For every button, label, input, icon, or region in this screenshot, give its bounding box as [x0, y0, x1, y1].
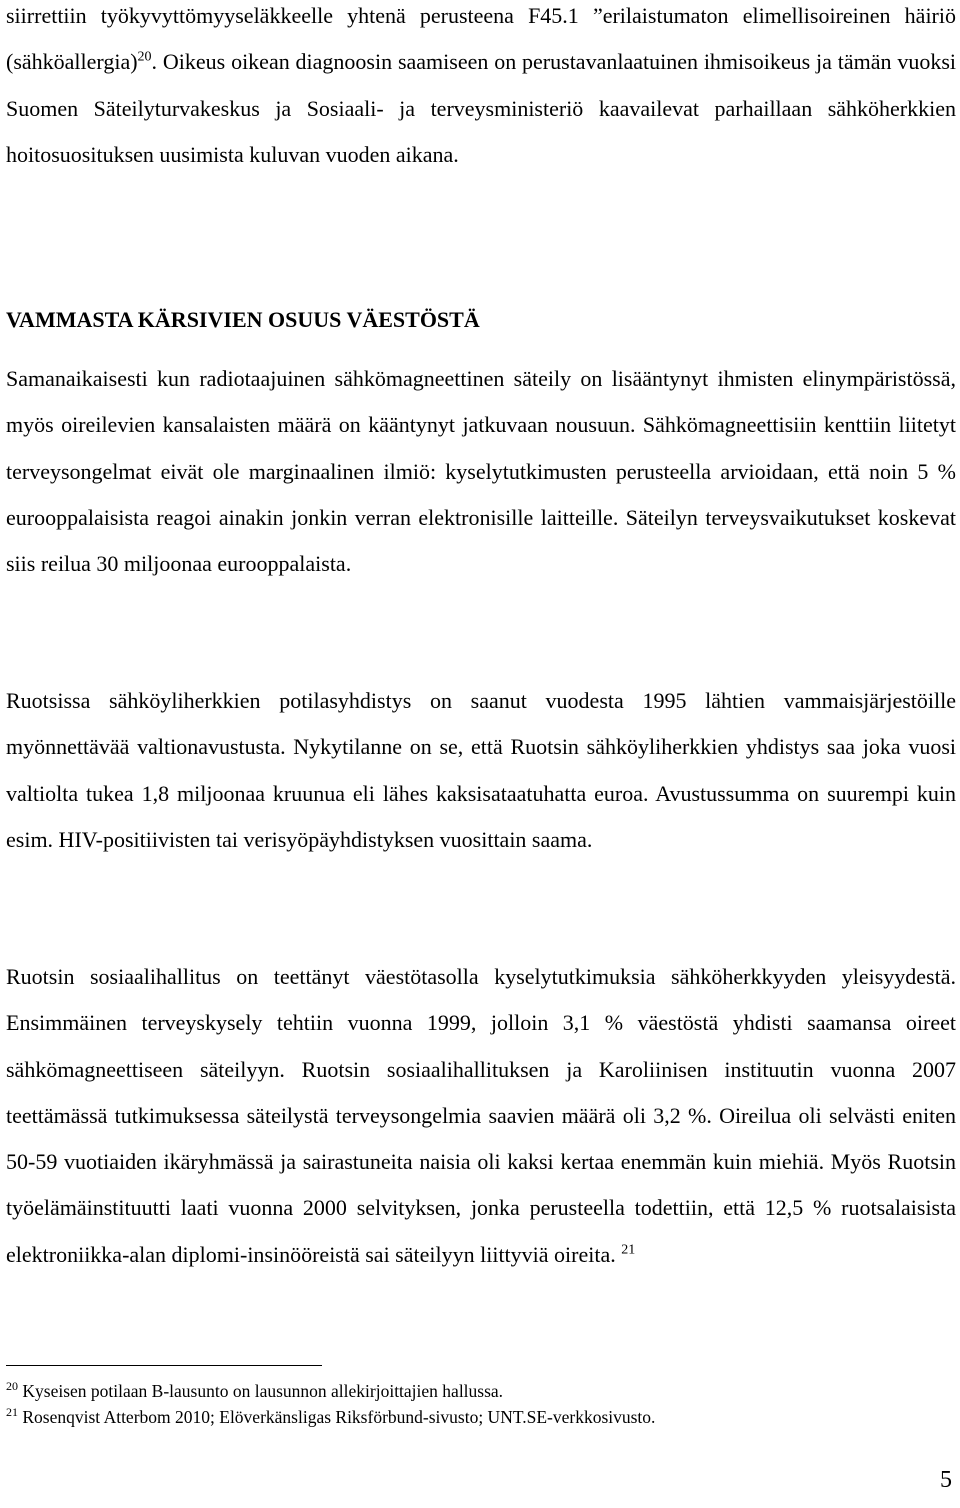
body-paragraph-2: Ruotsissa sähköyliherkkien potilasyhdistys on saanut vuodesta 1995 lähtien vammaisjärjestöille myönnettävää valtionavustusta. Nykytilanne on se, että Ruotsin sähköyliherkkien yhdistys saa joka vuosi valtiolta tukea 1,8 miljoonaa kruunua eli lähes kaksisataatuhatta euroa. Avustussumma on suurempi kuin esim. HIV-positiivisten tai verisyöpäyhdistyksen vuosittain saama.	[6, 688, 956, 852]
intro-paragraph	[6, 0, 956, 178]
body-paragraph-1: Samanaikaisesti kun radiotaajuinen sähkömagneettinen säteily on lisääntynyt ihmisten elinympäristössä, myös oireilevien kansalaisten määrä on kääntynyt jatkuvaan nousuun. Sähkömagneettisiin kenttiin liitetyt terveysongelmat eivät ole marginaalinen ilmiö: kyselytutkimusten perusteella arvioidaan, että noin 5 % eurooppalaisista reagoi ainakin jonkin verran elektronisille laitteille. Säteilyn terveysvaikutukset koskevat siis reilua 30 miljoonaa eurooppalaista.	[6, 366, 956, 577]
footnote-number: 21	[6, 1405, 18, 1420]
body-paragraph-3-text: Ruotsin sosiaalihallitus on teettänyt väestötasolla kyselytutkimuksia sähköherkkyyden yleisyydestä. Ensimmäinen terveyskysely tehtiin vuonna 1999, jolloin 3,1 % väestöstä yhdisti saamansa oireet sähkömagneettiseen säteilyyn. Ruotsin sosiaalihallituksen ja Karoliinisen instituutin vuonna 2007 teettämässä tutkimuksessa säteilystä terveysongelmia saavien määrä oli 3,2 %. Oireilua oli selvästi eniten 50-59 vuotiaiden ikäryhmässä ja sairastuneita naisia oli kaksi kertaa enemmän kuin miehiä. Myös Ruotsin työelämäinstituutti laati vuonna 2000 selvityksen, jonka perusteella todettiin, että 12,5 % ruotsalaisista elektroniikka-alan diplomi-insinööreistä sai säteilyyn liittyviä oireita.	[6, 964, 956, 1267]
intro-text-start: siirrettiin työkyvyttömyyseläkkeelle yhtenä perusteena F45.1 ”erilaistumaton elimellisoireinen häiriö (sähköallergia)	[6, 3, 956, 75]
document-page	[6, 0, 956, 1508]
page-number: 5	[940, 1467, 952, 1493]
intro-text-end: . Oikeus oikean diagnoosin saamiseen on perustavanlaatuinen ihmisoikeus ja tämän vuoksi Suomen Säteilyturvakeskus ja Sosiaali- ja terveysministeriö kaavailevat parhaillaan sähköherkkien hoitosuosituksen uusimista kuluvan vuoden aikana.	[6, 49, 956, 167]
footnote-separator	[6, 1365, 322, 1366]
footnote-ref-20[interactable]: 20	[137, 49, 152, 65]
footnote-number: 20	[6, 1379, 18, 1394]
body-paragraph-3	[6, 954, 956, 1278]
footnote-ref-21[interactable]: 21	[621, 1242, 636, 1258]
footnote-text: Kyseisen potilaan B-lausunto on lausunnon allekirjoittajien hallussa.	[22, 1381, 504, 1401]
section-heading: VAMMASTA KÄRSIVIEN OSUUS VÄESTÖSTÄ	[6, 307, 480, 332]
footnote-20	[6, 1380, 503, 1402]
footnote-21	[6, 1406, 655, 1428]
footnote-text: Rosenqvist Atterbom 2010; Elöverkänsligas Riksförbund-sivusto; UNT.SE-verkkosivusto.	[22, 1407, 656, 1427]
